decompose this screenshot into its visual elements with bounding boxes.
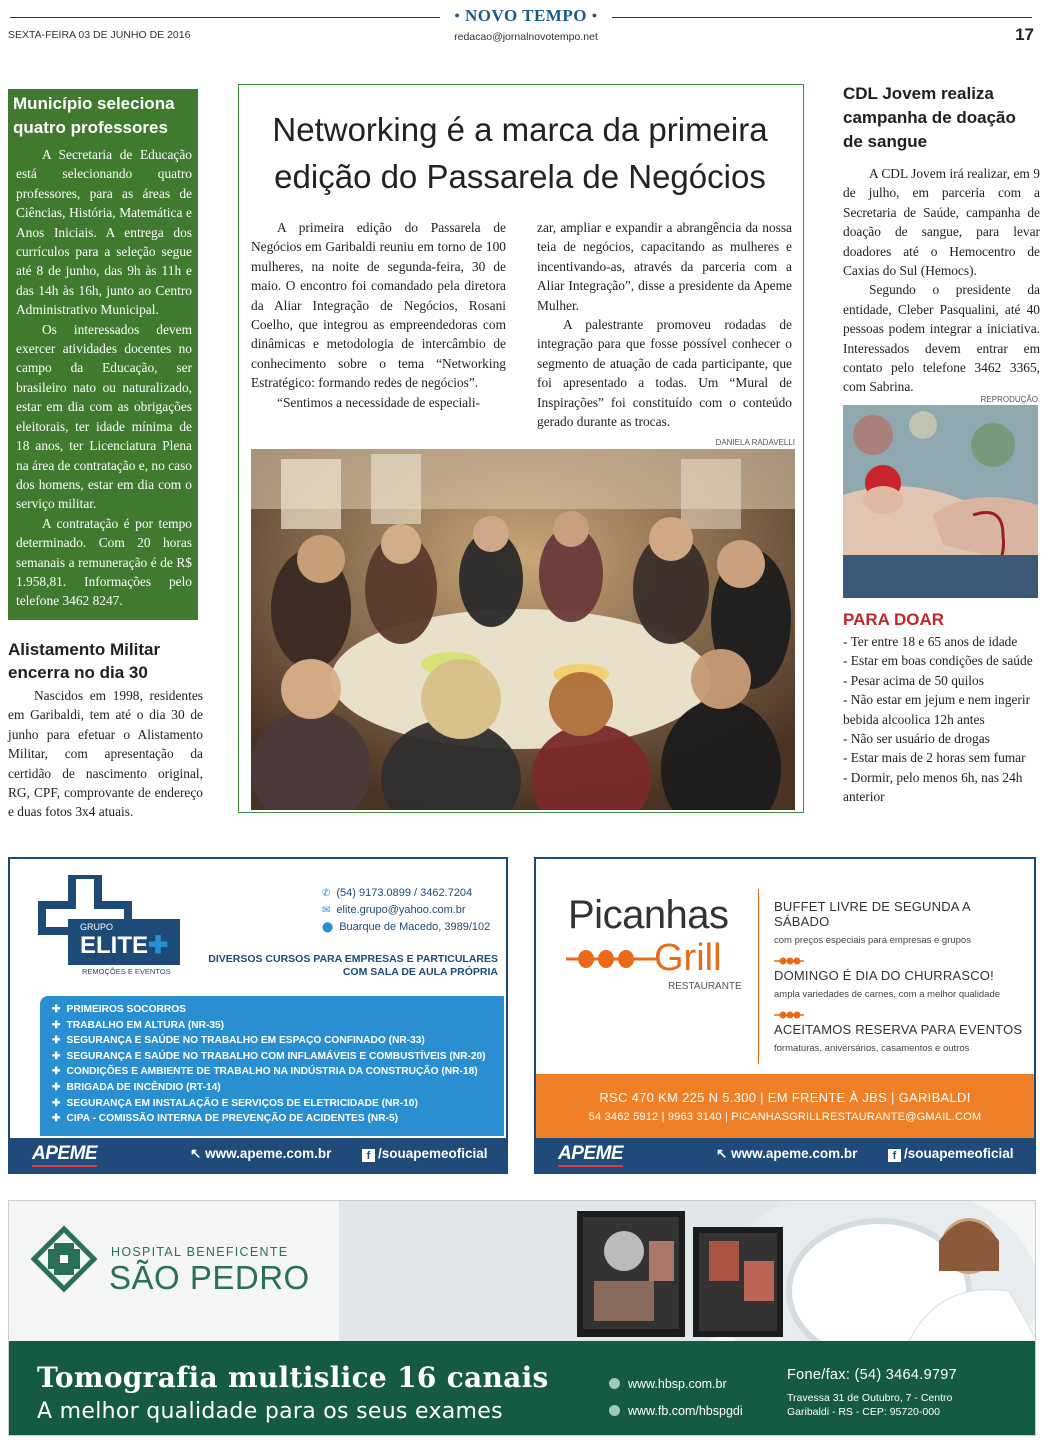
apeme-site-text: www.apeme.com.br: [205, 1146, 332, 1161]
picanhas-offers: [774, 899, 1024, 1054]
masthead-dot-right: ●: [591, 10, 598, 20]
article-column-2: [537, 218, 792, 431]
ad-hospital-sao-pedro[interactable]: [8, 1200, 1036, 1436]
elite-logo-sub: REMOÇÕES E EVENTOS: [82, 967, 171, 976]
plus-icon: ✚: [52, 1004, 61, 1015]
course-item: [52, 1064, 504, 1080]
blood-photo-credit: REPRODUÇÃO: [980, 395, 1038, 404]
blood-donation-photo: [843, 405, 1038, 598]
alistamento-article: [8, 638, 203, 822]
skewer-icon: [566, 947, 658, 976]
municipio-box: [8, 89, 198, 620]
cdl-paragraph: A CDL Jovem irá realizar, em 9 de julho, em parceria com a Secretaria de Saúde, campanha de doação de sangue, para levar doadores até o Hemocentro de Caxias do Sul (Hemocs).: [843, 166, 1040, 279]
plus-icon: ✚: [52, 1035, 61, 1047]
hospital-address-line: Garibaldi - RS - CEP: 95720-000: [787, 1406, 940, 1418]
elite-email[interactable]: elite.grupo@yahoo.com.br: [336, 904, 466, 916]
skewer-icon: [774, 953, 1024, 963]
blood-donation-illustration: [843, 405, 1038, 598]
course-label: TRABALHO EM ALTURA (NR-35): [66, 1019, 225, 1031]
apeme-bar: [10, 1138, 506, 1172]
course-item: [52, 1096, 504, 1112]
offer-subtext: com preços especiais para empresas e grupos: [774, 935, 971, 946]
article-title-line: edição do Passarela de Negócios: [274, 158, 766, 195]
cursor-icon: ↖: [190, 1146, 206, 1161]
mail-icon: ✉: [322, 905, 331, 916]
offer-heading: BUFFET LIVRE DE SEGUNDA A SÁBADO: [774, 899, 971, 929]
apeme-facebook-text: /souapemeoficial: [378, 1146, 488, 1161]
picanhas-address: RSC 470 KM 225 N 5.300 | EM FRENTE À JBS | GARIBALDI: [599, 1090, 971, 1105]
article-paragraph: A palestrante promoveu rodadas de integração para que fosse possível conhecer o segmento de atuação de cada participante, que foi apresentado a todas. Um “Mural de Inspirações” foi constituído com o conteúdo gerado durante as trocas.: [537, 317, 792, 430]
course-item: [52, 1049, 504, 1065]
masthead-rule-left: [10, 17, 440, 18]
hospital-facebook-text: www.fb.com/hbspgdi: [628, 1404, 743, 1418]
picanhas-logo-sub: RESTAURANTE: [668, 981, 742, 992]
cdl-paragraph: Segundo o presidente da entidade, Cleber Pasqualini, até 40 pessoas podem integrar a iniciativa. Interessados devem entrar em contato pelo telefone 3462 3365, com Sabrina.: [843, 282, 1040, 395]
article-paragraph: A primeira edição do Passarela de Negócios em Garibaldi reuniu em torno de 100 mulheres, na noite de segunda-feira, 30 de maio. O encontro foi comandado pela diretora da Aliar Integração de Negócios, Rosani Coelho, que integrou as empreendedoras com dinâmicas e metodologia de intercâmbio de conhecimento sobre o tema “Networking Estratégico: formando redes de negócios”.: [251, 220, 506, 391]
article-title: [255, 106, 785, 200]
picanhas-contact-bar: [536, 1074, 1034, 1142]
course-label: SEGURANÇA EM INSTALAÇÃO E SERVIÇOS DE ELETRICIDADE (NR-10): [66, 1097, 418, 1109]
elite-logo-name-text: ELITE: [80, 932, 149, 959]
facebook-icon: f: [362, 1149, 375, 1162]
masthead-dot-left: ●: [454, 10, 461, 20]
header-email[interactable]: redacao@jornalnovotempo.net: [454, 31, 598, 43]
hospital-address: [787, 1391, 957, 1419]
elite-course-list: [40, 996, 504, 1136]
course-item: [52, 1002, 504, 1018]
municipio-paragraph: A contratação é por tempo determinado. Com 20 horas semanais a remuneração é de R$ 1.958,81. Informações pelo telefone 3462 8247.: [16, 515, 192, 609]
apeme-facebook-text: /souapemeoficial: [904, 1146, 1014, 1161]
hospital-links: [609, 1371, 743, 1425]
hospital-tagline: A melhor qualidade para os seus exames: [37, 1399, 503, 1424]
hospital-address-line: Travessa 31 de Outubro, 7 - Centro: [787, 1392, 953, 1404]
offer-subtext: formaturas, aniversários, casamentos e outros: [774, 1043, 970, 1054]
cdl-title: CDL Jovem realiza campanha de doação de sangue: [843, 84, 1016, 151]
elite-tagline-line: COM SALA DE AULA PRÓPRIA: [342, 966, 498, 978]
plus-icon: ✚: [52, 1113, 61, 1125]
hospital-info-bar: [9, 1341, 1036, 1436]
para-doar-item: - Estar mais de 2 horas sem fumar: [843, 750, 1026, 766]
cdl-article: [843, 82, 1040, 397]
para-doar-item: - Pesar acima de 50 quilos: [843, 672, 984, 688]
apeme-site-link[interactable]: [716, 1146, 857, 1162]
ad-grupo-elite[interactable]: [8, 857, 508, 1174]
course-label: CONDIÇÕES E AMBIENTE DE TRABALHO NA INDÚSTRIA DA CONSTRUÇÃO (NR-18): [66, 1066, 478, 1078]
apeme-facebook-link[interactable]: [362, 1146, 488, 1162]
elite-tagline-line: DIVERSOS CURSOS PARA EMPRESAS E PARTICULARES: [208, 953, 498, 965]
picanhas-logo-top: Picanhas: [568, 893, 729, 937]
article-title-line: Networking é a marca da primeira: [272, 111, 768, 148]
plus-icon: ✚: [52, 1097, 61, 1109]
elite-logo-name: [80, 931, 168, 960]
skewer-graphic: [566, 947, 658, 971]
offer-heading: ACEITAMOS RESERVA PARA EVENTOS: [774, 1022, 1023, 1037]
hospital-site-link[interactable]: [609, 1371, 743, 1398]
hospital-facebook-link[interactable]: [609, 1398, 743, 1425]
para-doar-item: - Dormir, pelo menos 6h, nas 24h anterior: [843, 769, 1023, 805]
para-doar-title: PARA DOAR: [843, 610, 945, 629]
masthead: [440, 6, 612, 26]
hospital-site-text: www.hbsp.com.br: [628, 1377, 727, 1391]
municipio-paragraph: Os interessados devem exercer atividades docentes no campo da Educação, ser brasileiro nato ou naturalizado, estar em dia com as obrigações eleitorais, ter idade mínima de 18 anos, ter Licenciatura Plena na área de contratação e, no caso dos homens, estar em dia com o serviço militar.: [16, 321, 192, 512]
cdl-body: [843, 164, 1040, 397]
apeme-logo: APEME: [32, 1143, 98, 1164]
course-label: PRIMEIROS SOCORROS: [66, 1004, 186, 1015]
picanhas-divider: [758, 889, 759, 1064]
alistamento-paragraph: Nascidos em 1998, residentes em Garibaldi, tem até o dia 30 de junho para efetuar o Alistamento Militar, com apresentação da certidão de nascimento original, RG, CPF, comprovante de endereço e duas fotos 3x4 atuais.: [8, 688, 203, 820]
apeme-logo: APEME: [558, 1143, 624, 1164]
offer-subtext: ampla variedades de carnes, com a melhor qualidade: [774, 989, 1001, 1000]
globe-icon: [609, 1378, 620, 1389]
header-date: SEXTA-FEIRA 03 DE JUNHO DE 2016: [8, 29, 191, 41]
alistamento-title: Alistamento Militar encerra no dia 30: [8, 640, 161, 682]
elite-tagline: [160, 953, 498, 979]
para-doar-item: - Não ser usuário de drogas: [843, 731, 990, 747]
para-doar-list: [843, 632, 1040, 807]
picanhas-logo-grill: Grill: [654, 937, 722, 979]
plus-icon: ✚: [52, 1066, 61, 1078]
elite-phone: (54) 9173.0899 / 3462.7204: [336, 887, 473, 899]
course-label: CIPA - COMISSÃO INTERNA DE PREVENÇÃO DE ACIDENTES (NR-5): [66, 1113, 399, 1125]
hospital-contact: [787, 1367, 957, 1419]
municipio-title: Município seleciona quatro professores: [13, 94, 175, 137]
facebook-icon: f: [888, 1149, 901, 1162]
phone-icon: ✆: [322, 888, 331, 899]
plus-icon: ✚: [52, 1081, 61, 1093]
article-paragraph: “Sentimos a necessidade de especiali-: [277, 394, 481, 410]
location-icon: ⬤: [322, 922, 334, 933]
plus-icon: ✚: [52, 1019, 61, 1031]
para-doar-item: - Não estar em jejum e nem ingerir bebida alcoolica 12h antes: [843, 692, 1031, 727]
picanhas-phones: 54 3462 5912 | 9963 3140 | PICANHASGRILLRESTAURANTE@GMAIL.COM: [588, 1111, 982, 1123]
hospital-phone: Fone/fax: (54) 3464.9797: [787, 1367, 958, 1383]
event-photo: [251, 449, 795, 810]
course-label: BRIGADA DE INCÊNDIO (RT-14): [66, 1081, 221, 1093]
article-column-1: [251, 218, 506, 412]
masthead-rule-right: [612, 17, 1032, 18]
cursor-icon: ↖: [716, 1146, 732, 1161]
course-item: [52, 1080, 504, 1096]
apeme-bar: [536, 1138, 1034, 1172]
elite-plus-icon: ✚: [148, 932, 169, 959]
municipio-body: [8, 145, 198, 611]
apeme-facebook-link[interactable]: [888, 1146, 1014, 1162]
para-doar-item: - Ter entre 18 e 65 anos de idade: [843, 634, 1018, 649]
course-label: SEGURANÇA E SAÚDE NO TRABALHO COM INFLAMÁVEIS E COMBUSTÍVEIS (NR-20): [66, 1050, 486, 1062]
apeme-site-link[interactable]: [190, 1146, 331, 1162]
course-label: SEGURANÇA E SAÚDE NO TRABALHO EM ESPAÇO CONFINADO (NR-33): [66, 1035, 425, 1047]
masthead-title: NOVO TEMPO: [465, 6, 587, 25]
para-doar-item: - Estar em boas condições de saúde: [843, 653, 1033, 669]
course-item: [52, 1111, 504, 1127]
alistamento-body: [8, 686, 203, 822]
ad-picanhas-grill[interactable]: [534, 857, 1036, 1174]
skewer-icon: [774, 1007, 1024, 1017]
plus-icon: ✚: [52, 1050, 61, 1062]
offer-heading: DOMINGO É DIA DO CHURRASCO!: [774, 968, 994, 983]
elite-address: Buarque de Macedo, 3989/102: [339, 921, 491, 933]
event-photo-illustration: [251, 449, 795, 810]
hospital-headline: Tomografia multislice 16 canais: [37, 1361, 549, 1394]
apeme-site-text: www.apeme.com.br: [731, 1146, 858, 1161]
elite-logo-top: GRUPO: [80, 922, 114, 932]
course-item: [52, 1018, 504, 1034]
hospital-name: SÃO PEDRO: [109, 1259, 310, 1296]
municipio-paragraph: A Secretaria de Educação está selecionando quatro professores, para as áreas de Ciências, História, Matemática e Anos Iniciais. A entrega dos currículos para a seleção segue até 8 de junho, das 9h às 11h e das 14h às 16h, junto ao Centro Administrativo Municipal.: [16, 147, 192, 318]
page-number: 17: [1015, 25, 1034, 44]
elite-contacts: [322, 885, 490, 936]
hospital-sub-name: HOSPITAL BENEFICENTE: [111, 1245, 289, 1259]
photo-credit: DANIELA RADAVELLI: [715, 438, 795, 447]
article-paragraph: zar, ampliar e expandir a abrangência da nossa teia de negócios, capacitando as mulheres e incentivando-as, através da parceria com a Aliar Integração”, disse a presidente da Apeme Mulher.: [537, 220, 792, 313]
facebook-icon: [609, 1405, 620, 1416]
course-item: [52, 1033, 504, 1049]
